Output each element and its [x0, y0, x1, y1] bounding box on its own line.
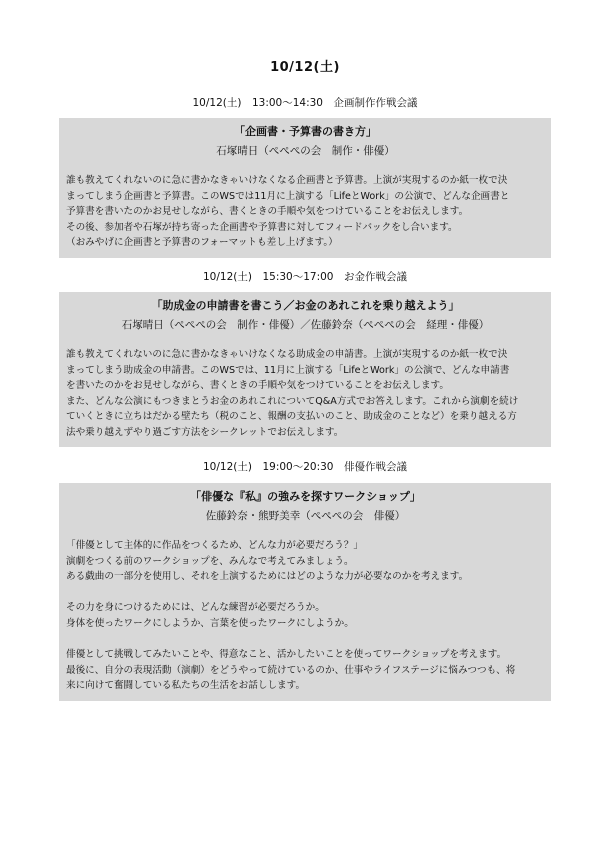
session-heading-1: 10/12(土) 13:00〜14:30 企画制作作戦会議: [192, 97, 418, 109]
body-line: 誰も教えてくれないのに急に書かなきゃいけなくなる企画書と予算書。上演が実現するのか紙一枚で決: [66, 175, 508, 186]
session-title-3: 「俳優な『私』の強みを探すワークショップ」: [190, 490, 421, 503]
body-line: 誰も教えてくれないのに急に書かなきゃいけなくなる助成金の申請書。上演が実現するのか紙一枚で決: [66, 349, 508, 360]
body-line: まってしまう助成金の申請書。このWSでは、11月に上演する「LifeとWork」の公演で、どんな申請書: [66, 364, 510, 376]
session-body-1: [66, 173, 545, 251]
body-line: 「俳優として主体的に作品をつくるため、どんな力が必要だろう？」: [66, 540, 364, 551]
session-heading-2: 10/12(土) 15:30〜17:00 お金作戦会議: [203, 271, 407, 283]
session-title-2: 「助成金の申請書を書こう／お金のあれこれを乗り越えよう」: [151, 299, 460, 312]
page-title: 10/12(土): [270, 60, 340, 75]
session-body-3: [66, 538, 545, 694]
session-presenters-3: 佐藤鈴奈・熊野美幸（ぺぺぺの会 俳優）: [205, 510, 406, 522]
session-box-3: [59, 483, 551, 701]
body-line: ある戯曲の一部分を使用し、それを上演するためにはどのような力が必要なのかを考えます。: [66, 571, 469, 583]
body-line: 俳優として挑戦してみたいことや、得意なこと、活かしたいことを使ってワークショップを考えます。: [66, 649, 507, 661]
body-line: また、どんな公演にもつきまとうお金のあれこれについてQ&A方式でお答えします。これから演劇を続け: [66, 395, 519, 407]
body-line: まってしまう企画書と予算書。このWSでは11月に上演する「LifeとWork」の公演で、どんな企画書と: [66, 190, 510, 202]
body-line: その力を身につけるためには、どんな練習が必要だろうか。: [66, 602, 325, 614]
body-line: ていくときに立ちはだかる壁たち（税のこと、報酬の支払いのこと、助成金のことなど）を乗り越える方: [66, 411, 517, 423]
body-line: 身体を使ったワークにしようか、言葉を使ったワークにしようか。: [66, 617, 354, 629]
body-line: 来に向けて奮闘している私たちの生活をお話しします。: [66, 680, 306, 692]
session-title-1: 「企画書・予算書の書き方」: [234, 125, 377, 138]
body-line: 演劇をつくる前のワークショップを、みんなで考えてみましょう。: [66, 555, 354, 567]
session-heading-3: 10/12(土) 19:00〜20:30 俳優作戦会議: [203, 461, 407, 473]
paragraph-gap: [66, 632, 545, 648]
body-line: （おみやげに企画書と予算書のフォーマットも差し上げます。）: [66, 237, 338, 249]
session-presenters-1: 石塚晴日（ぺぺぺの会 制作・俳優）: [216, 145, 395, 157]
session-presenters-2: 石塚晴日（ぺぺぺの会 制作・俳優）／佐藤鈴奈（ぺぺぺの会 経理・俳優）: [121, 319, 490, 331]
body-line: を書いたのかをお見せしながら、書くときの手順や気をつけていることをお伝えします。: [66, 380, 449, 392]
body-line: その後、参加者や石塚が持ち寄った企画書や予算書に対してフィードバックをし合います。: [66, 221, 458, 233]
session-box-1: [59, 118, 551, 258]
session-box-2: [59, 292, 551, 447]
session-body-2: [66, 347, 545, 441]
body-line: 最後に、自分の表現活動（演劇）をどうやって続けているのか、仕事やライフステージに悩みつつも、将: [66, 664, 516, 676]
body-line: 予算書を書いたのかお見せしながら、書くときの手順や気をつけていることをお伝えします。: [66, 206, 469, 218]
body-line: 法や乗り越えずやり過ごす方法をシークレットでお伝えします。: [66, 426, 344, 438]
paragraph-gap: [66, 585, 545, 601]
